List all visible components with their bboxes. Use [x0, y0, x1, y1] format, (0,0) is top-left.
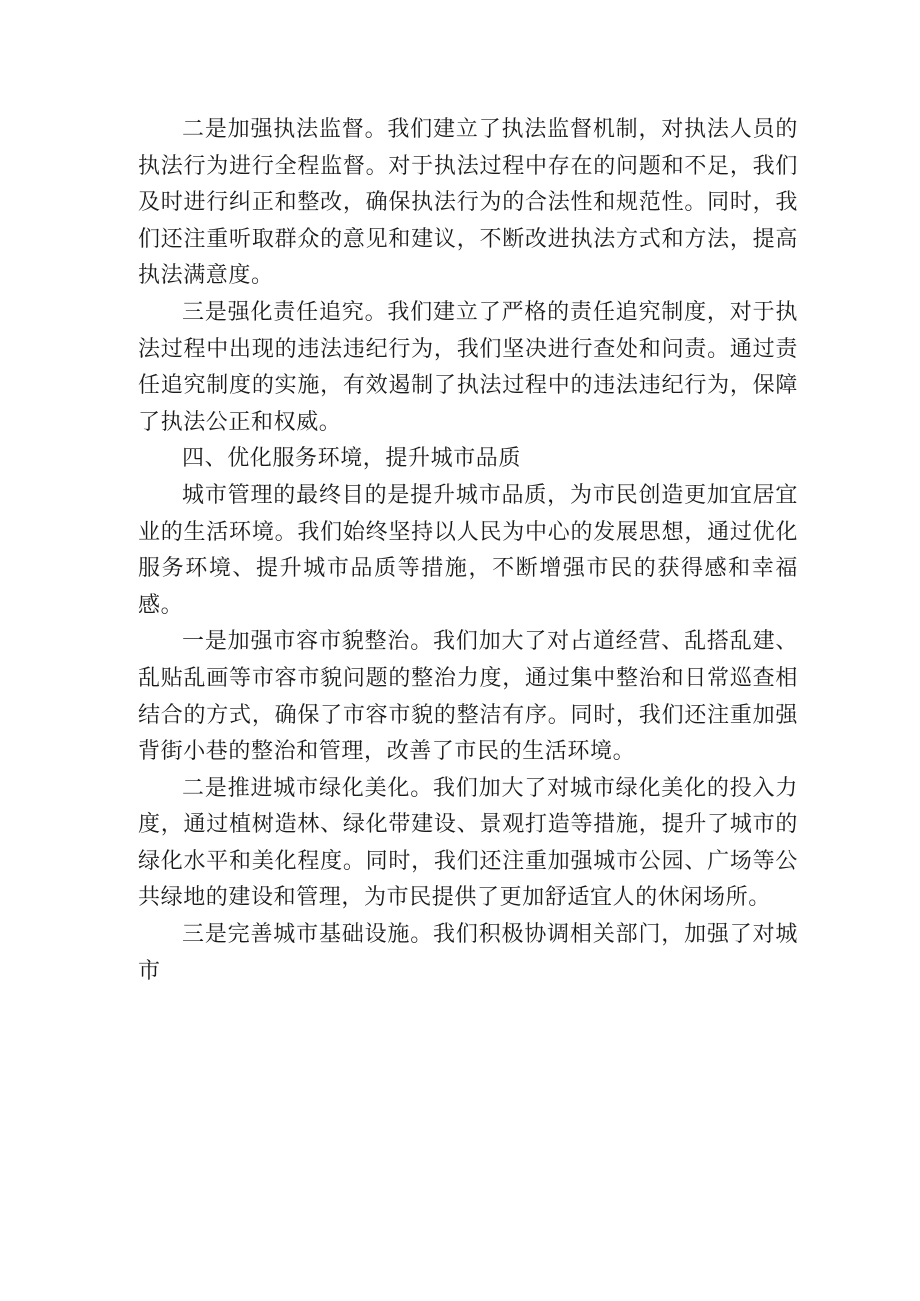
document-body — [138, 112, 798, 990]
paragraph-infrastructure: 三是完善城市基础设施。我们积极协调相关部门，加强了对城市 — [138, 922, 798, 984]
paragraph-law-enforcement-supervision: 二是加强执法监督。我们建立了执法监督机制，对执法人员的执法行为进行全程监督。对于执法过程中存在的问题和不足，我们及时进行纠正和整改，确保执法行为的合法性和规范性。同时，我们还注重听取群众的意见和建议，不断改进执法方式和方法，提高执法满意度。 — [138, 117, 798, 289]
paragraph-accountability: 三是强化责任追究。我们建立了严格的责任追究制度，对于执法过程中出现的违法违纪行为，我们坚决进行查处和问责。通过责任追究制度的实施，有效遏制了执法过程中的违法违纪行为，保障了执法公正和权威。 — [138, 299, 798, 435]
section-heading-service-environment: 四、优化服务环境，提升城市品质 — [182, 446, 522, 472]
paragraph-greening: 二是推进城市绿化美化。我们加大了对城市绿化美化的投入力度，通过植树造林、绿化带建设、景观打造等措施，提升了城市的绿化水平和美化程度。同时，我们还注重加强城市公园、广场等公共绿地的建设和管理，为市民提供了更加舒适宜人的休闲场所。 — [138, 775, 798, 911]
paragraph-city-appearance: 一是加强市容市貌整治。我们加大了对占道经营、乱搭乱建、乱贴乱画等市容市貌问题的整治力度，通过集中整治和日常巡查相结合的方式，确保了市容市貌的整洁有序。同时，我们还注重加强背街小巷的整治和管理，改善了市民的生活环境。 — [138, 629, 798, 765]
paragraph-city-quality-intro: 城市管理的最终目的是提升城市品质，为市民创造更加宜居宜业的生活环境。我们始终坚持以人民为中心的发展思想，通过优化服务环境、提升城市品质等措施，不断增强市民的获得感和幸福感。 — [138, 482, 798, 618]
